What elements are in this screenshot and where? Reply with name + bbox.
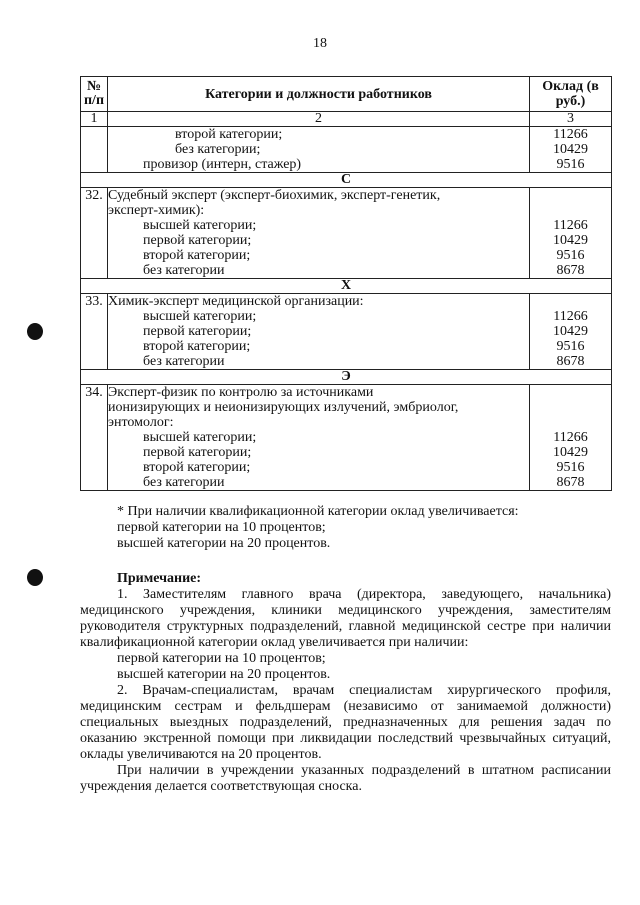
salary-table (80, 76, 612, 491)
level-label: второй категории; (143, 248, 251, 263)
note-paragraph: 2. Врачам-специалистам, врачам специалистам хирургического профиля, медицинским сестрам и фельдшерам (независимо от занимаемой должности) специальных выездных подразделений, предназначенных для решения задач по оказанию экстренной помощи при ликвидации последствий чрезвычайных ситуаций, оклады увеличиваются на 20 процентов. (80, 683, 611, 762)
note-line: высшей категории на 20 процентов. (117, 667, 331, 682)
position-title: энтомолог: (108, 415, 174, 430)
position-title: Эксперт-физик по контролю за источниками (108, 385, 374, 400)
level-label: второй категории; (175, 127, 283, 142)
position-title: эксперт-химик): (108, 203, 205, 218)
section-row (81, 173, 612, 188)
column-number: 2 (108, 112, 530, 127)
column-number-row (81, 112, 612, 127)
level-label: без категории (143, 475, 225, 490)
row-salary (530, 385, 612, 491)
salary-value: 9516 (556, 339, 585, 354)
section-row (81, 370, 612, 385)
row-description (108, 294, 530, 370)
column-number: 1 (81, 112, 108, 127)
row-description (108, 188, 530, 279)
salary-value: 8678 (556, 263, 585, 278)
section-row (81, 279, 612, 294)
salary-value: 11266 (553, 309, 588, 324)
footnote-line: высшей категории на 20 процентов. (117, 536, 331, 551)
header-num: № п/п (81, 77, 108, 112)
header-salary: Оклад (в руб.) (530, 77, 612, 112)
punch-hole (27, 569, 43, 586)
salary-value: 9516 (556, 248, 585, 263)
row-number: 34. (81, 385, 108, 491)
note-title: Примечание: (117, 571, 202, 586)
level-label: без категории (143, 263, 225, 278)
row-salary (530, 188, 612, 279)
salary-value: 10429 (553, 445, 588, 460)
salary-value: 8678 (556, 475, 585, 490)
header-category: Категории и должности работников (108, 77, 530, 112)
footnote-line: * При наличии квалификационной категории оклад увеличивается: (117, 504, 519, 519)
table-row (81, 294, 612, 370)
note-paragraph: 1. Заместителям главного врача (директора, заведующего, начальника) медицинского учреждения, клиники медицинского учреждения, заместителям руководителя структурных подразделений, главной медицинской сестре при наличии квалификационной категории оклад увеличивается при наличии: (80, 587, 611, 650)
salary-value: 11266 (553, 218, 588, 233)
row-number: 33. (81, 294, 108, 370)
position-title: Судебный эксперт (эксперт-биохимик, эксперт-генетик, (108, 188, 441, 203)
row-salary (530, 127, 612, 173)
level-label: второй категории; (143, 460, 251, 475)
note-line: первой категории на 10 процентов; (117, 651, 326, 666)
note-paragraph: При наличии в учреждении указанных подразделений в штатном расписании учреждения делается соответствующая сноска. (80, 763, 611, 794)
salary-value: 9516 (556, 157, 585, 172)
row-description (108, 127, 530, 173)
salary-value: 11266 (553, 430, 588, 445)
level-label: без категории (143, 354, 225, 369)
salary-value: 10429 (553, 233, 588, 248)
page-number: 18 (313, 36, 327, 51)
footnote-line: первой категории на 10 процентов; (117, 520, 326, 535)
level-label: второй категории; (143, 339, 251, 354)
level-label: высшей категории; (143, 309, 257, 324)
position-title: ионизирующих и неионизирующих излучений, эмбриолог, (108, 400, 459, 415)
section-letter: Э (81, 370, 612, 385)
row-number: 32. (81, 188, 108, 279)
salary-value: 9516 (556, 460, 585, 475)
notes-block (80, 504, 611, 795)
section-letter: Х (81, 279, 612, 294)
row-number (81, 127, 108, 173)
punch-hole (27, 323, 43, 340)
level-label: высшей категории; (143, 430, 257, 445)
salary-value: 10429 (553, 324, 588, 339)
salary-value: 11266 (553, 127, 588, 142)
table-row (81, 188, 612, 279)
level-label: высшей категории; (143, 218, 257, 233)
level-label: первой категории; (143, 233, 252, 248)
row-description (108, 385, 530, 491)
position-title: Химик-эксперт медицинской организации: (108, 294, 364, 309)
level-label: провизор (интерн, стажер) (143, 157, 302, 172)
salary-value: 8678 (556, 354, 585, 369)
section-letter: С (81, 173, 612, 188)
salary-value: 10429 (553, 142, 588, 157)
level-label: первой категории; (143, 445, 252, 460)
column-number: 3 (530, 112, 612, 127)
level-label: первой категории; (143, 324, 252, 339)
row-salary (530, 294, 612, 370)
table-row (81, 127, 612, 173)
table-row (81, 385, 612, 491)
table-header-row (81, 77, 612, 112)
level-label: без категории; (175, 142, 261, 157)
